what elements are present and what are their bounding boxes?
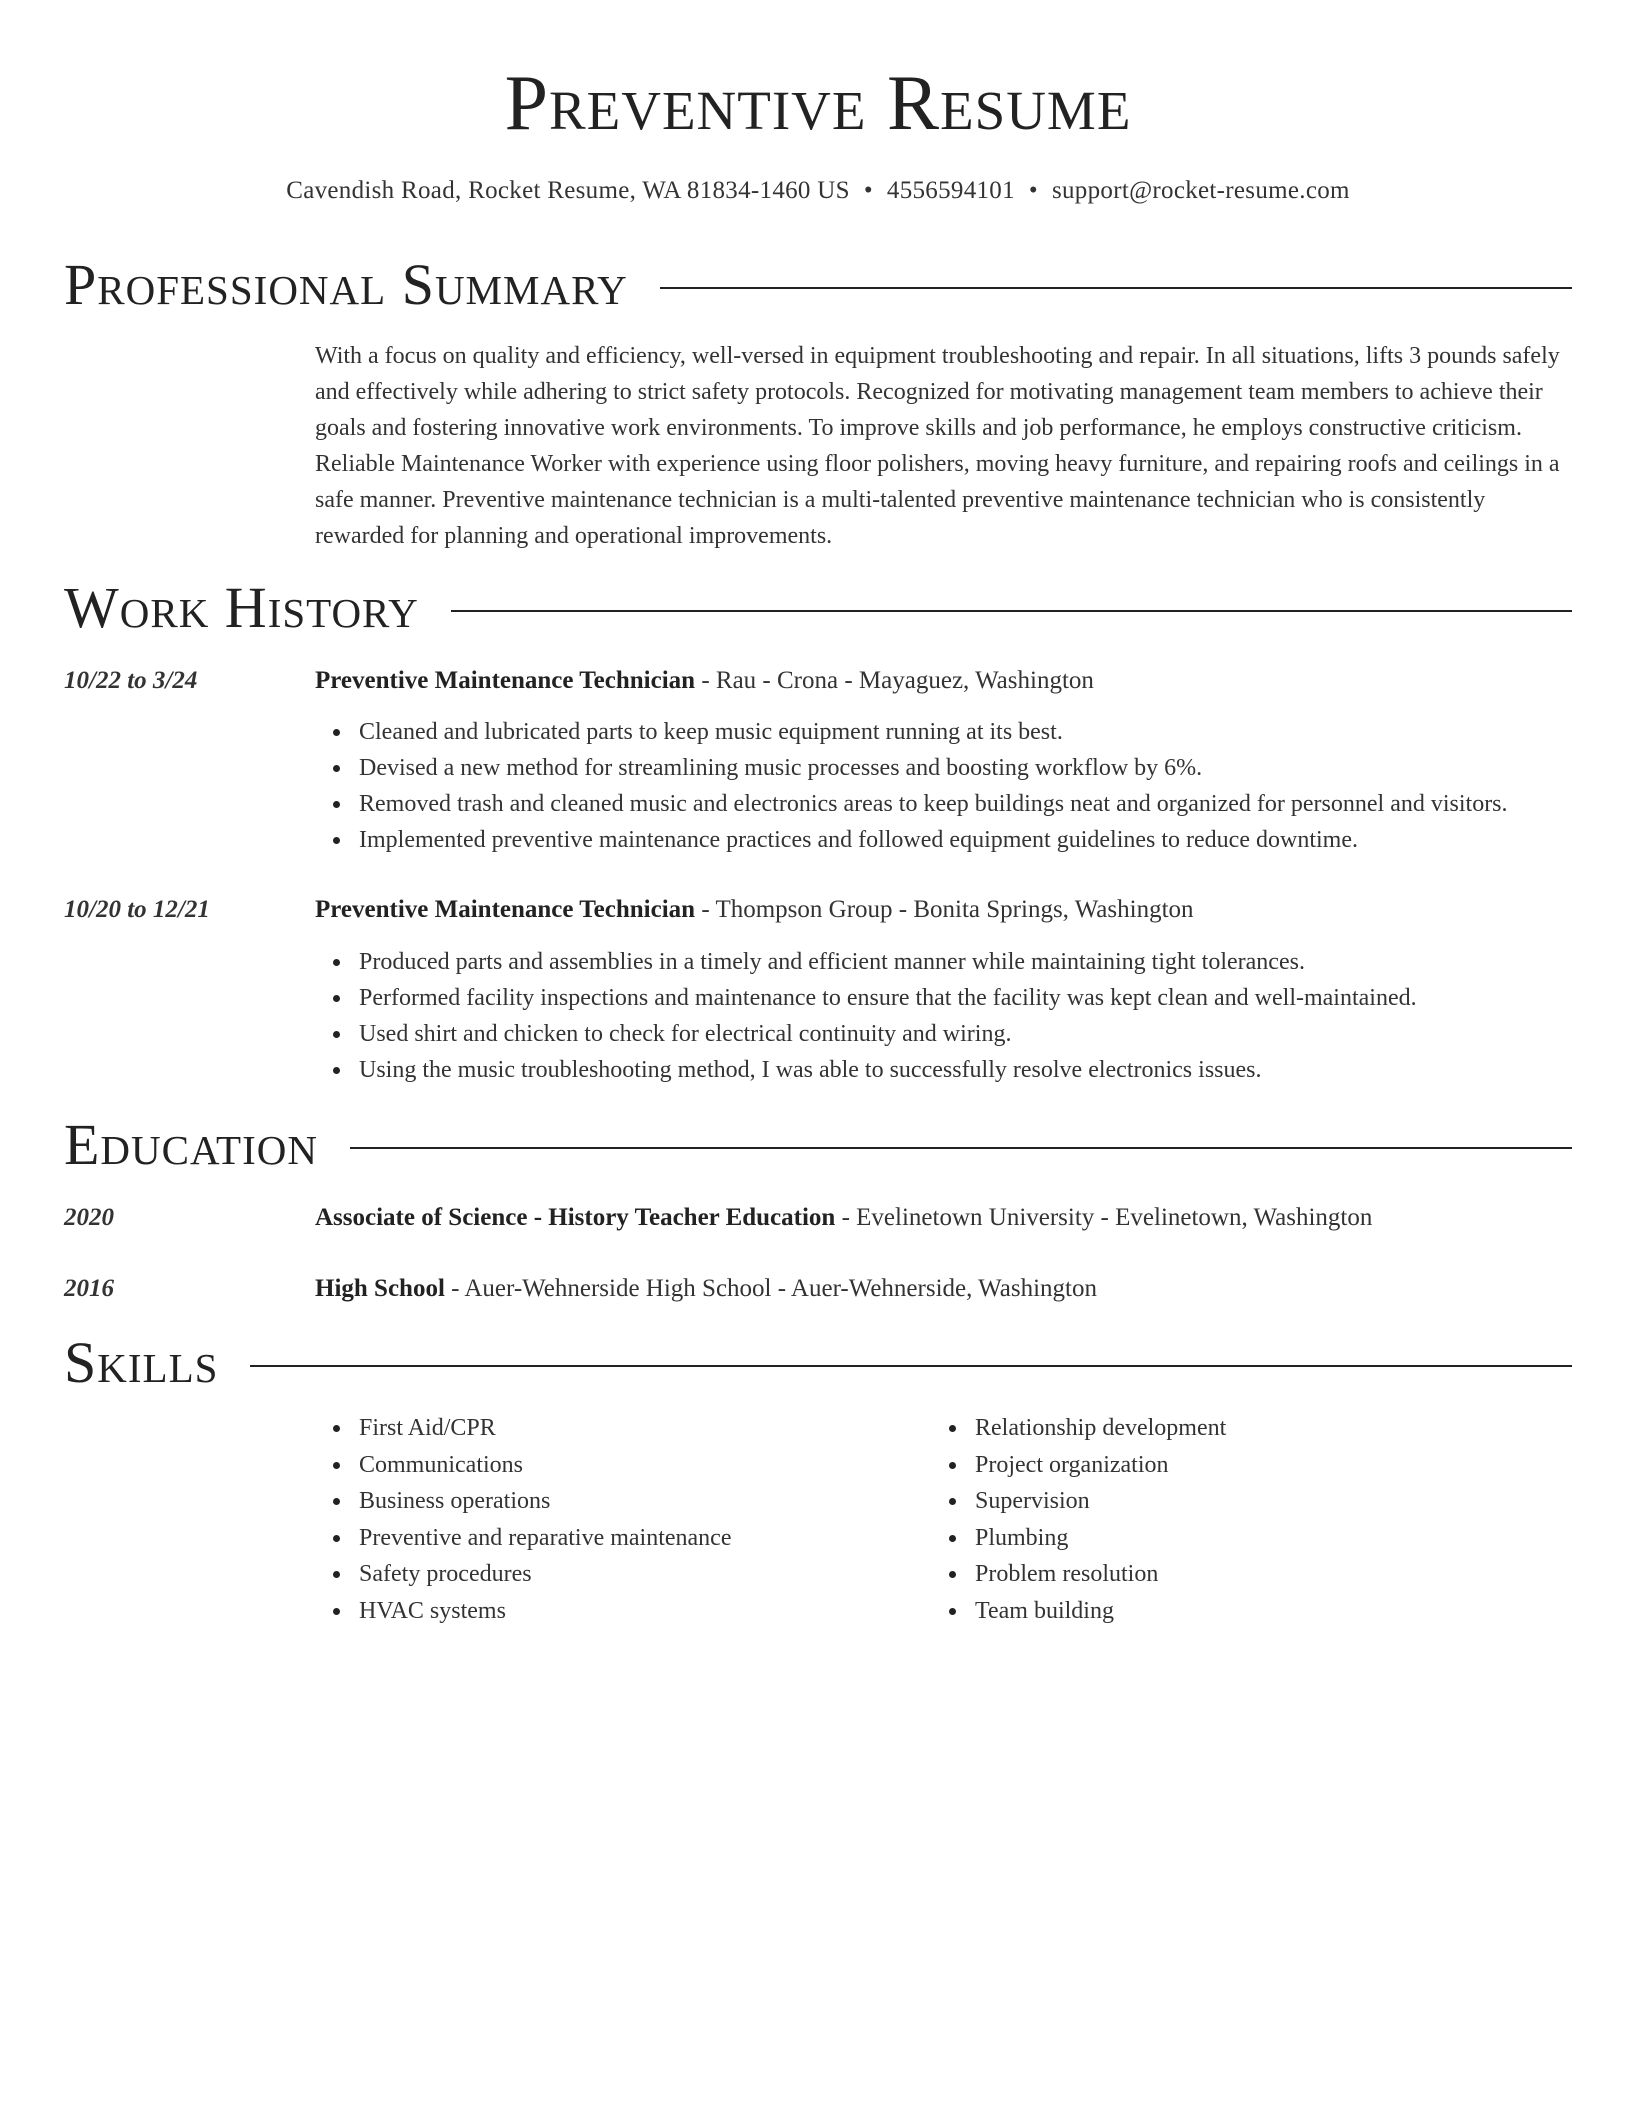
section-divider: [451, 610, 1572, 612]
skill-item: Supervision: [975, 1483, 1571, 1520]
skill-item: Safety procedures: [359, 1556, 925, 1593]
skill-item: Plumbing: [975, 1520, 1571, 1557]
list-item: Implemented preventive maintenance practices and followed equipment guidelines to reduce downtime.: [359, 822, 1572, 858]
education-details: - Evelinetown University - Evelinetown, Washington: [835, 1204, 1373, 1231]
education-heading: [315, 1271, 1572, 1307]
contact-separator: •: [1028, 177, 1038, 204]
education-degree: Associate of Science - History Teacher Education: [315, 1204, 836, 1231]
skill-item: Problem resolution: [975, 1556, 1571, 1593]
section-divider: [250, 1365, 1572, 1367]
education-year: 2016: [64, 1275, 114, 1302]
list-item: Devised a new method for streamlining music processes and boosting workflow by 6%.: [359, 750, 1572, 786]
skill-item: Preventive and reparative maintenance: [359, 1520, 925, 1557]
section-heading-summary: [64, 252, 1572, 318]
job-details: - Thompson Group - Bonita Springs, Washington: [695, 896, 1194, 923]
section-heading-work: [64, 575, 1572, 641]
job-bullets: [315, 944, 1572, 1088]
list-item: Produced parts and assemblies in a timely and efficient manner while maintaining tight tolerances.: [359, 944, 1572, 980]
job-heading: [315, 892, 1572, 928]
skill-item: Team building: [975, 1593, 1571, 1630]
education-heading: [315, 1200, 1572, 1236]
contact-email: support@rocket-resume.com: [1051, 177, 1350, 204]
section-heading-skills: [64, 1330, 1572, 1396]
education-details: - Auer-Wehnerside High School - Auer-Wehnerside, Washington: [444, 1275, 1097, 1302]
list-item: Removed trash and cleaned music and electronics areas to keep buildings neat and organized for personnel and visitors.: [359, 786, 1572, 822]
job-role: Preventive Maintenance Technician: [315, 667, 696, 694]
list-item: Performed facility inspections and maintenance to ensure that the facility was kept clean and well-maintained.: [359, 980, 1572, 1016]
skill-item: Relationship development: [975, 1410, 1571, 1447]
skill-item: HVAC systems: [359, 1593, 925, 1630]
skill-item: Project organization: [975, 1447, 1571, 1484]
section-title-education: Education: [64, 1112, 318, 1177]
job-details: - Rau - Crona - Mayaguez, Washington: [695, 667, 1094, 694]
skills-list-left: [315, 1410, 925, 1629]
job-bullets: [315, 714, 1572, 858]
skill-item: Business operations: [359, 1483, 925, 1520]
contact-address: Cavendish Road, Rocket Resume, WA 81834-1460 US: [286, 177, 850, 204]
list-item: Used shirt and chicken to check for electrical continuity and wiring.: [359, 1016, 1572, 1052]
section-title-skills: Skills: [64, 1330, 219, 1395]
contact-line: [64, 174, 1572, 208]
contact-phone: 4556594101: [886, 177, 1015, 204]
section-divider: [350, 1147, 1572, 1149]
contact-separator: •: [863, 177, 873, 204]
job-dates: 10/22 to 3/24: [64, 667, 198, 694]
section-heading-education: [64, 1112, 1572, 1178]
section-divider: [660, 287, 1572, 289]
job-dates: 10/20 to 12/21: [64, 896, 210, 923]
summary-text: With a focus on quality and efficiency, well-versed in equipment troubleshooting and repair. In all situations, lifts 3 pounds safely and effectively while adhering to strict safety protocols. Recognized for motivating management team members to achieve their goals and fostering innovative work environments. To improve skills and job performance, he employs constructive criticism. Reliable Maintenance Worker with experience using floor polishers, moving heavy furniture, and repairing roofs and ceilings in a safe manner. Preventive maintenance technician is a multi-talented preventive maintenance technician who is consistently rewarded for planning and operational improvements.: [315, 343, 1560, 549]
education-year: 2020: [64, 1204, 114, 1231]
list-item: Using the music troubleshooting method, I was able to successfully resolve electronics issues.: [359, 1052, 1572, 1088]
skill-item: First Aid/CPR: [359, 1410, 925, 1447]
section-title-work: Work History: [64, 575, 419, 640]
resume-name: Preventive Resume: [504, 59, 1132, 146]
section-title-summary: Professional Summary: [64, 252, 628, 317]
skill-item: Communications: [359, 1447, 925, 1484]
job-heading: [315, 663, 1572, 699]
skills-list-right: [931, 1410, 1571, 1629]
list-item: Cleaned and lubricated parts to keep music equipment running at its best.: [359, 714, 1572, 750]
education-degree: High School: [315, 1275, 445, 1302]
job-role: Preventive Maintenance Technician: [315, 896, 696, 923]
